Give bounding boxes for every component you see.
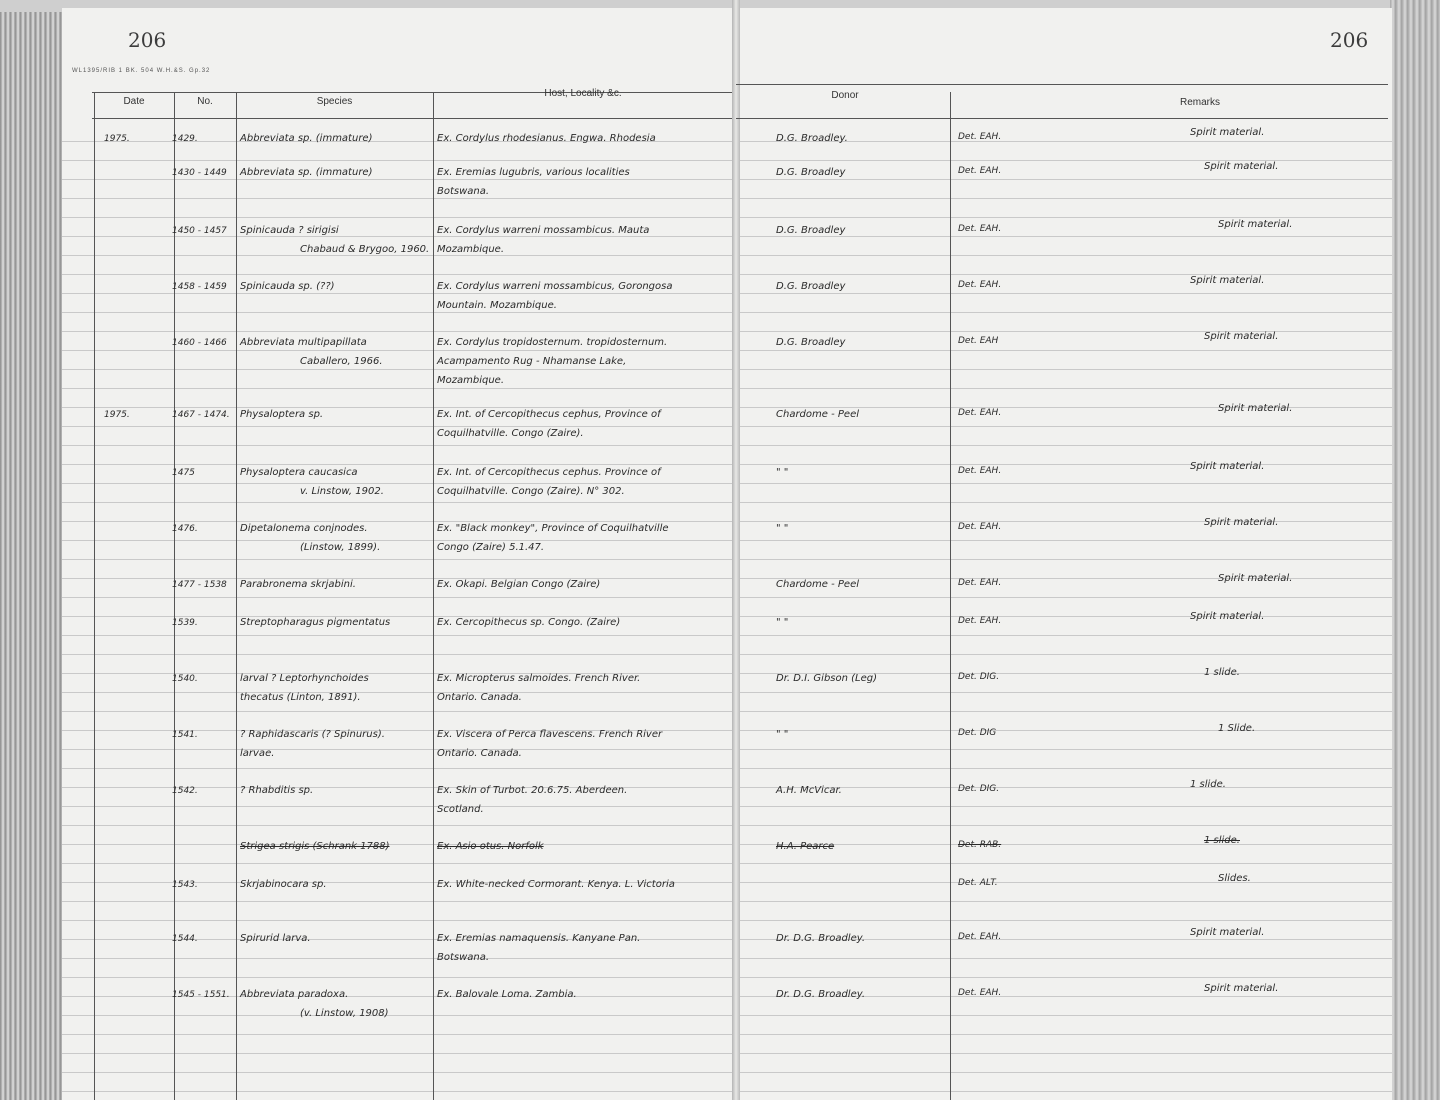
entry-host-locality: Mozambique. xyxy=(437,244,505,255)
header-donor: Donor xyxy=(831,90,859,101)
entry-species: Spinicauda sp. (??) xyxy=(240,281,335,292)
entry-donor: " " xyxy=(776,617,789,628)
entry-species: ? Rhabditis sp. xyxy=(240,785,314,796)
entry-remarks: Spirit material. xyxy=(1190,461,1265,472)
entry-remarks: Spirit material. xyxy=(1218,403,1293,414)
entry-species: larval ? Leptorhynchoides xyxy=(240,673,369,684)
entry-remarks: 1 slide. xyxy=(1190,779,1226,790)
entry-date: 1975. xyxy=(104,134,130,144)
left-page-edges xyxy=(0,12,64,1100)
entry-species: Caballero, 1966. xyxy=(300,356,383,367)
book-spine xyxy=(732,0,740,1100)
entry-species: (Linstow, 1899). xyxy=(300,542,381,553)
entry-host-locality: Ontario. Canada. xyxy=(437,692,522,703)
entry-determination: Det. EAH xyxy=(958,336,999,346)
entry-number: 1477 - 1538 xyxy=(172,580,227,590)
entry-host-locality: Botswana. xyxy=(437,952,490,963)
entry-host-locality: Acampamento Rug - Nhamanse Lake, xyxy=(437,356,627,367)
entry-number: 1429. xyxy=(172,134,198,144)
entry-species: Parabronema skrjabini. xyxy=(240,579,356,590)
entry-host-locality: Coquilhatville. Congo (Zaire). N° 302. xyxy=(437,486,625,497)
entry-remarks: Slides. xyxy=(1218,873,1251,884)
header-species: Species xyxy=(316,96,353,107)
header-remarks: Remarks xyxy=(1179,97,1220,108)
entry-species: Streptopharagus pigmentatus xyxy=(240,617,391,628)
entry-host-locality: Ex. Cordylus rhodesianus. Engwa. Rhodesia xyxy=(437,133,656,144)
entry-host-locality: Ex. Asio otus. Norfolk xyxy=(437,841,544,852)
entry-determination: Det. EAH. xyxy=(958,408,1002,418)
entry-number: 1541. xyxy=(172,730,198,740)
entry-host-locality: Ex. White-necked Cormorant. Kenya. L. Victoria xyxy=(437,879,675,890)
header-host-locality: Host, Locality &c. xyxy=(544,88,622,99)
entry-number: 1476. xyxy=(172,524,198,534)
entry-host-locality: Ontario. Canada. xyxy=(437,748,522,759)
entry-remarks: Spirit material. xyxy=(1190,275,1265,286)
entry-host-locality: Ex. Micropterus salmoides. French River. xyxy=(437,673,641,684)
entry-number: 1430 - 1449 xyxy=(172,168,227,178)
entry-species: thecatus (Linton, 1891). xyxy=(240,692,361,703)
header-bottom-rule xyxy=(92,118,732,119)
entry-number: 1540. xyxy=(172,674,198,684)
entry-remarks: Spirit material. xyxy=(1204,161,1279,172)
entry-species: (v. Linstow, 1908) xyxy=(300,1008,389,1019)
entry-host-locality: Ex. Int. of Cercopithecus cephus. Province of xyxy=(437,467,661,478)
entry-number: 1475 xyxy=(172,468,195,478)
entry-determination: Det. EAH. xyxy=(958,578,1002,588)
page-number-right: 206 xyxy=(1330,28,1369,52)
entry-donor: Dr. D.G. Broadley. xyxy=(776,989,866,1000)
entry-donor: Dr. D.G. Broadley. xyxy=(776,933,866,944)
entry-determination: Det. EAH. xyxy=(958,280,1002,290)
entry-species: Physaloptera caucasica xyxy=(240,467,358,478)
entry-determination: Det. RAB. xyxy=(958,840,1002,850)
entry-donor: A.H. McVicar. xyxy=(776,785,842,796)
entry-host-locality: Ex. Okapi. Belgian Congo (Zaire) xyxy=(437,579,601,590)
entry-host-locality: Ex. Viscera of Perca flavescens. French River xyxy=(437,729,663,740)
entry-donor: Chardome - Peel xyxy=(776,579,859,590)
entry-remarks: Spirit material. xyxy=(1218,573,1293,584)
entry-host-locality: Ex. Cercopithecus sp. Congo. (Zaire) xyxy=(437,617,621,628)
entry-remarks: Spirit material. xyxy=(1204,983,1279,994)
entry-determination: Det. EAH. xyxy=(958,132,1002,142)
entry-host-locality: Coquilhatville. Congo (Zaire). xyxy=(437,428,584,439)
entry-determination: Det. EAH. xyxy=(958,522,1002,532)
entry-number: 1460 - 1466 xyxy=(172,338,227,348)
entry-remarks: Spirit material. xyxy=(1190,927,1265,938)
entry-species: Abbreviata sp. (immature) xyxy=(240,133,373,144)
entry-donor: " " xyxy=(776,523,789,534)
entry-remarks: Spirit material. xyxy=(1218,219,1293,230)
entry-species: Chabaud & Brygoo, 1960. xyxy=(300,244,430,255)
header-no: No. xyxy=(197,96,213,107)
entry-species: Abbreviata multipapillata xyxy=(240,337,367,348)
entry-donor: " " xyxy=(776,467,789,478)
entry-number: 1467 - 1474. xyxy=(172,410,230,420)
entry-host-locality: Congo (Zaire) 5.1.47. xyxy=(437,542,545,553)
entry-remarks: Spirit material. xyxy=(1204,331,1279,342)
entry-host-locality: Ex. Cordylus tropidosternum. tropidosternum. xyxy=(437,337,668,348)
entry-species: v. Linstow, 1902. xyxy=(300,486,384,497)
entry-remarks: 1 Slide. xyxy=(1218,723,1256,734)
entry-host-locality: Ex. "Black monkey", Province of Coquilhatville xyxy=(437,523,669,534)
right-page-edges xyxy=(1390,0,1440,1100)
entry-remarks: Spirit material. xyxy=(1204,517,1279,528)
entry-determination: Det. ALT. xyxy=(958,878,998,888)
entry-determination: Det. EAH. xyxy=(958,988,1002,998)
entry-number: 1545 - 1551. xyxy=(172,990,230,1000)
publisher-line: WL1395/RIB 1 BK. 504 W.H.&S. Gp.32 xyxy=(72,68,211,74)
entry-date: 1975. xyxy=(104,410,130,420)
entry-host-locality: Botswana. xyxy=(437,186,490,197)
entry-species: ? Raphidascaris (? Spinurus). xyxy=(240,729,385,740)
entry-remarks: Spirit material. xyxy=(1190,127,1265,138)
entry-determination: Det. EAH. xyxy=(958,932,1002,942)
entry-host-locality: Ex. Eremias lugubris, various localities xyxy=(437,167,630,178)
entry-donor: D.G. Broadley xyxy=(776,167,846,178)
entry-species: Physaloptera sp. xyxy=(240,409,324,420)
header-bottom-rule-right xyxy=(736,118,1388,119)
entry-determination: Det. DIG xyxy=(958,728,997,738)
entry-host-locality: Scotland. xyxy=(437,804,484,815)
entry-determination: Det. DIG. xyxy=(958,672,1000,682)
entry-host-locality: Ex. Cordylus warreni mossambicus, Gorongosa xyxy=(437,281,673,292)
entry-host-locality: Mozambique. xyxy=(437,375,505,386)
entry-number: 1539. xyxy=(172,618,198,628)
entry-determination: Det. EAH. xyxy=(958,166,1002,176)
entry-host-locality: Ex. Eremias namaquensis. Kanyane Pan. xyxy=(437,933,641,944)
entry-species: Strigea strigis (Schrank 1788) xyxy=(240,841,390,852)
entry-donor: D.G. Broadley xyxy=(776,337,846,348)
entry-host-locality: Ex. Balovale Loma. Zambia. xyxy=(437,989,577,1000)
entry-number: 1543. xyxy=(172,880,198,890)
entry-host-locality: Ex. Int. of Cercopithecus cephus, Province of xyxy=(437,409,661,420)
entry-remarks: 1 slide. xyxy=(1204,667,1240,678)
header-top-rule-right xyxy=(736,84,1388,85)
entry-species: Abbreviata paradoxa. xyxy=(240,989,349,1000)
entry-remarks: 1 slide. xyxy=(1204,835,1240,846)
entry-species: larvae. xyxy=(240,748,275,759)
entry-donor: D.G. Broadley xyxy=(776,281,846,292)
entry-species: Spirurid larva. xyxy=(240,933,311,944)
entry-number: 1458 - 1459 xyxy=(172,282,227,292)
entry-determination: Det. DIG. xyxy=(958,784,1000,794)
entry-species: Spinicauda ? sirigisi xyxy=(240,225,339,236)
entry-host-locality: Mountain. Mozambique. xyxy=(437,300,557,311)
entry-donor: Dr. D.I. Gibson (Leg) xyxy=(776,673,878,684)
entry-determination: Det. EAH. xyxy=(958,616,1002,626)
entry-donor: D.G. Broadley. xyxy=(776,133,848,144)
entry-determination: Det. EAH. xyxy=(958,224,1002,234)
entry-host-locality: Ex. Skin of Turbot. 20.6.75. Aberdeen. xyxy=(437,785,628,796)
entry-number: 1542. xyxy=(172,786,198,796)
header-date: Date xyxy=(123,96,145,107)
entry-species: Skrjabinocara sp. xyxy=(240,879,327,890)
entry-number: 1450 - 1457 xyxy=(172,226,227,236)
entry-number: 1544. xyxy=(172,934,198,944)
entry-species: Dipetalonema conjnodes. xyxy=(240,523,368,534)
entry-donor: D.G. Broadley xyxy=(776,225,846,236)
page-number-left: 206 xyxy=(128,28,167,52)
entry-donor: Chardome - Peel xyxy=(776,409,859,420)
entry-host-locality: Ex. Cordylus warreni mossambicus. Mauta xyxy=(437,225,650,236)
entry-determination: Det. EAH. xyxy=(958,466,1002,476)
entry-donor: H.A. Pearce xyxy=(776,841,835,852)
entry-species: Abbreviata sp. (immature) xyxy=(240,167,373,178)
entry-remarks: Spirit material. xyxy=(1190,611,1265,622)
entry-donor: " " xyxy=(776,729,789,740)
